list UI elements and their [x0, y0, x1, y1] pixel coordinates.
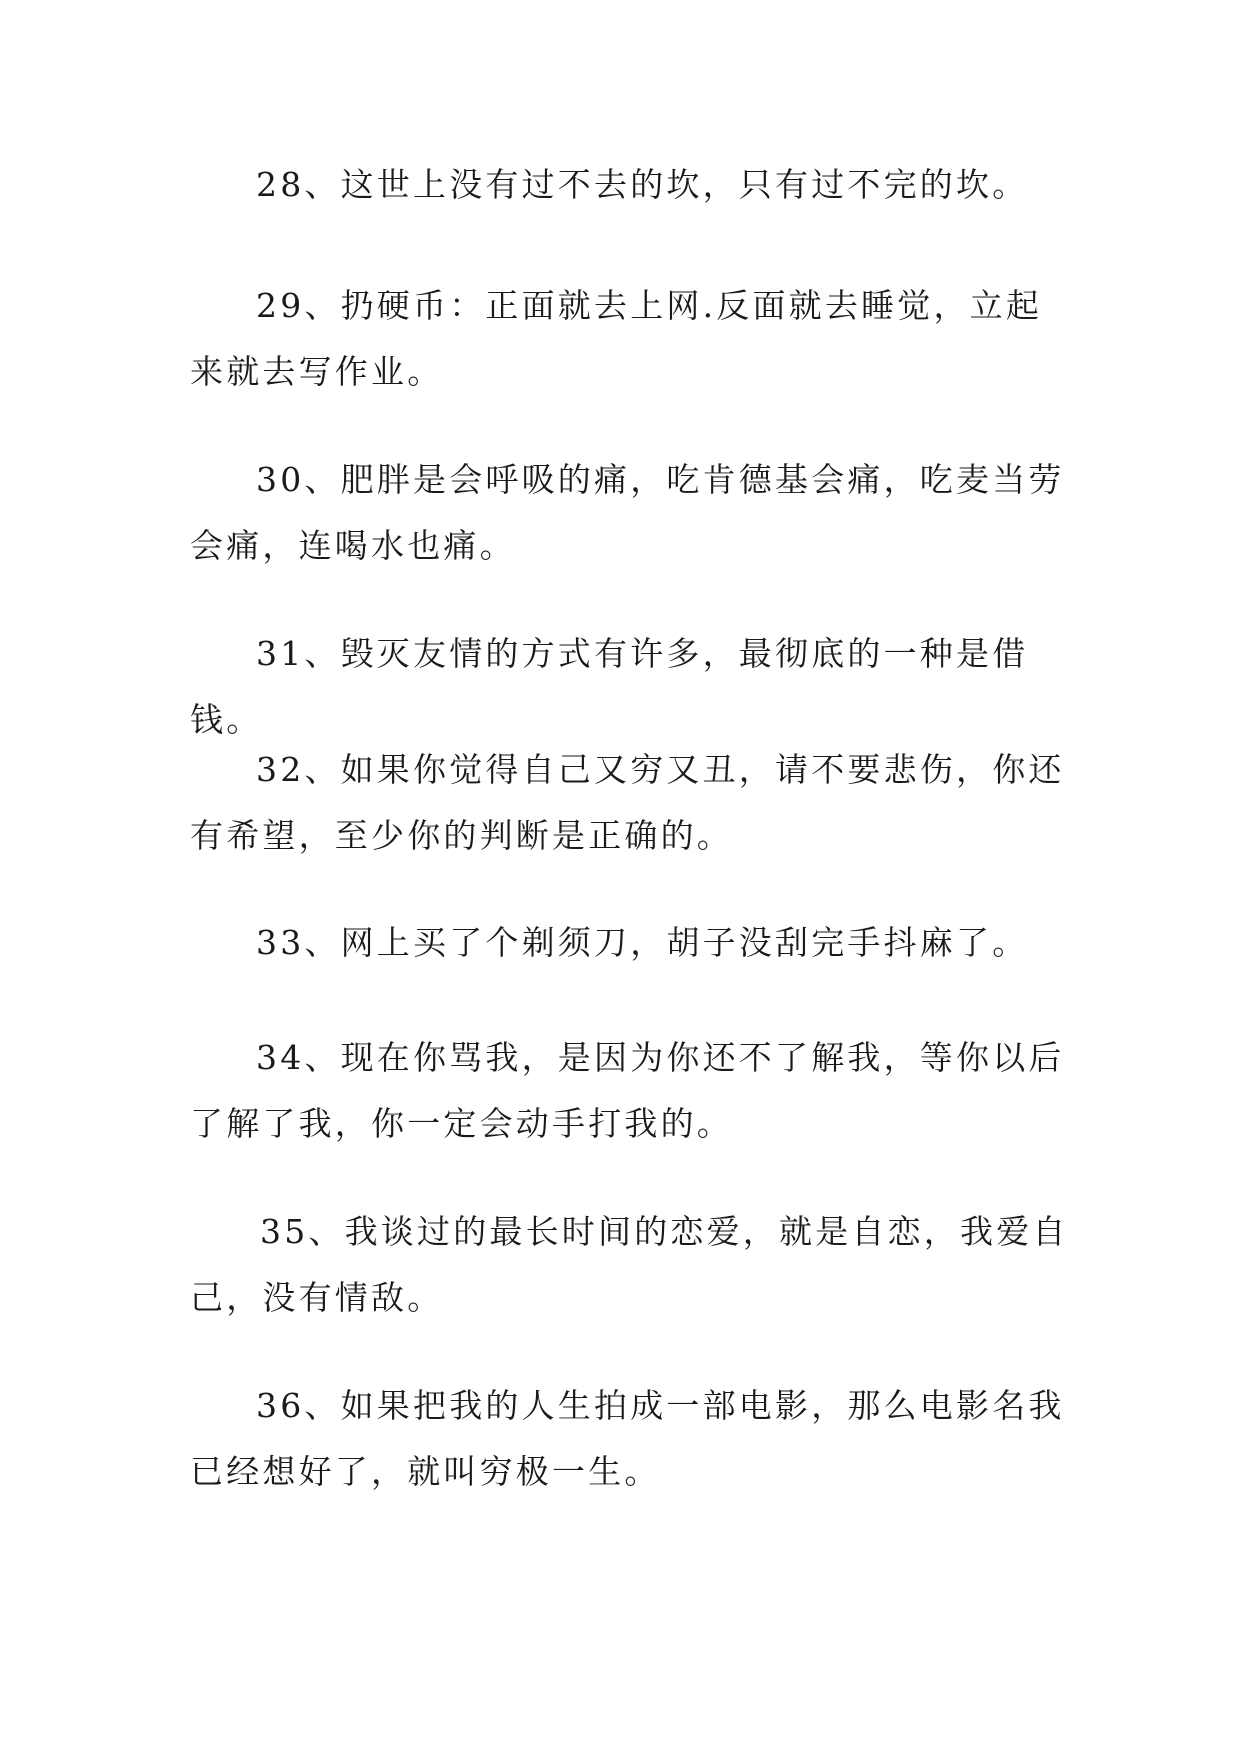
paragraph-35: 35、我谈过的最长时间的恋爱，就是自恋，我爱自己，没有情敌。 — [190, 1212, 1069, 1317]
paragraph-33: 33、网上买了个剃须刀，胡子没刮完手抖麻了。 — [256, 923, 1029, 962]
paragraph-31: 31、毁灭友情的方式有许多，最彻底的一种是借钱。 — [190, 634, 1029, 739]
paragraph-30: 30、肥胖是会呼吸的痛，吃肯德基会痛，吃麦当劳会痛，连喝水也痛。 — [190, 460, 1065, 565]
paragraph-28: 28、这世上没有过不去的坎，只有过不完的坎。 — [256, 165, 1029, 204]
paragraph-29: 29、扔硬币：正面就去上网.反面就去睡觉，立起来就去写作业。 — [190, 286, 1043, 391]
paragraph-36: 36、如果把我的人生拍成一部电影，那么电影名我已经想好了，就叫穷极一生。 — [190, 1386, 1065, 1491]
paragraph-34: 34、现在你骂我，是因为你还不了解我，等你以后了解了我，你一定会动手打我的。 — [190, 1038, 1065, 1143]
paragraph-32: 32、如果你觉得自己又穷又丑，请不要悲伤，你还有希望，至少你的判断是正确的。 — [190, 750, 1065, 855]
